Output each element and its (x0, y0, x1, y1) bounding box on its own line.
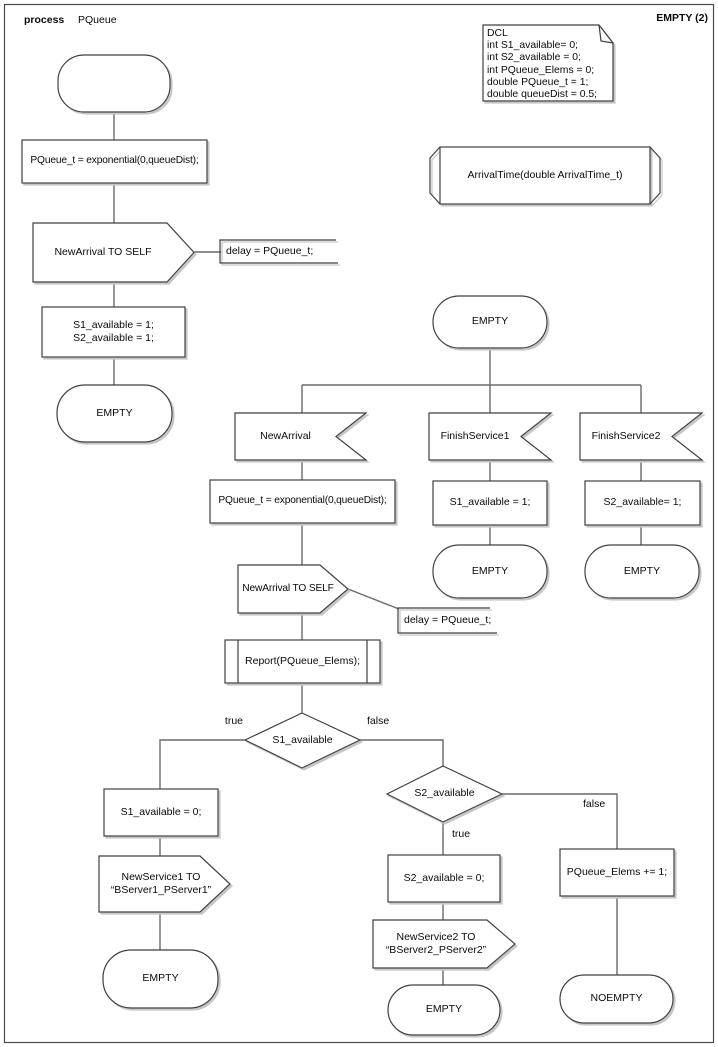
start-symbol (58, 55, 170, 112)
procedure-call-symbol (225, 640, 380, 683)
decision-label: S2_available (414, 787, 475, 800)
procedure-decl-symbol (440, 147, 650, 204)
output-symbol (238, 565, 348, 613)
state-symbol (433, 296, 547, 348)
task-box (560, 849, 674, 896)
state-label: EMPTY (142, 972, 179, 985)
output-label: NewService1 TO “BServer1_PServer1” (110, 870, 212, 896)
state-symbol (433, 545, 547, 598)
task-label: PQueue_t = exponential(0,queueDist); (218, 495, 387, 507)
procedure-decl-label: ArrivalTime(double ArrivalTime_t) (467, 168, 623, 181)
decision-symbol (245, 713, 360, 768)
state-label: NOEMPTY (590, 992, 643, 1005)
input-symbol (429, 413, 551, 460)
true-branch-line (160, 740, 245, 791)
task-label: S2_available = 0; (403, 871, 485, 884)
task-label: S1_available = 1; S2_available = 1; (73, 318, 154, 344)
state-label: EMPTY (425, 1003, 463, 1016)
output-symbol (373, 920, 515, 968)
state-symbol (388, 985, 500, 1035)
procedure-right-cap (650, 147, 660, 204)
output-label: NewArrival TO SELF (242, 582, 334, 594)
branch-false-label: false (367, 715, 390, 728)
comment-label: delay = PQueue_t; (226, 244, 314, 257)
input-label: NewArrival (260, 429, 311, 442)
state-symbol (57, 385, 172, 442)
output-symbol (99, 856, 230, 912)
task-label: S1_available = 0; (120, 805, 202, 818)
comment-symbol (398, 608, 497, 633)
branch-false-label: false (583, 797, 606, 810)
task-box (210, 480, 395, 523)
input-symbol (580, 413, 702, 460)
task-box (42, 307, 185, 357)
task-label: S2_available= 1; (603, 496, 682, 509)
task-label: S1_available = 1; (449, 496, 531, 509)
branch-true-label: true (452, 827, 471, 840)
procedure-call-label: Report(PQueue_Elems); (245, 654, 360, 667)
comment-symbol (220, 240, 338, 263)
task-label: PQueue_t = exponential(0,queueDist); (30, 155, 199, 167)
decision-symbol (387, 766, 502, 822)
state-label: EMPTY (471, 564, 509, 577)
state-label: EMPTY (96, 406, 133, 419)
text-symbol (483, 25, 613, 101)
task-box (22, 140, 207, 183)
comment-label: delay = PQueue_t; (404, 613, 492, 626)
process-kind-label: process (24, 14, 65, 27)
input-label: FinishService1 (440, 429, 510, 442)
task-box (388, 855, 500, 902)
input-symbol (235, 413, 366, 460)
state-label: EMPTY (471, 315, 509, 328)
procedure-left-cap (430, 147, 440, 204)
process-name-label: PQueue (78, 14, 117, 27)
task-box (433, 481, 547, 525)
decision-label: S1_available (272, 733, 333, 746)
state-symbol (585, 545, 699, 598)
comment-connector (348, 589, 399, 609)
output-label: NewService2 TO “BServer2_PServer2” (385, 930, 487, 956)
task-label: PQueue_Elems += 1; (566, 865, 668, 878)
output-label: NewArrival TO SELF (54, 245, 152, 258)
output-symbol (33, 223, 194, 282)
false-branch-line (360, 740, 443, 768)
branch-true-label: true (224, 715, 243, 728)
state-symbol (103, 950, 218, 1008)
task-box (104, 789, 218, 836)
input-label: FinishService2 (591, 429, 661, 442)
declarations-text: DCL int S1_available= 0; int S2_available = 0; int PQueue_Elems = 0; double PQueue_t = 1; double queueDist = 0.5; (487, 28, 598, 100)
page-number-label: EMPTY (2) (656, 12, 708, 25)
task-box (585, 481, 700, 525)
state-symbol (560, 975, 673, 1023)
state-label: EMPTY (623, 564, 661, 577)
false-branch-line (502, 794, 617, 851)
